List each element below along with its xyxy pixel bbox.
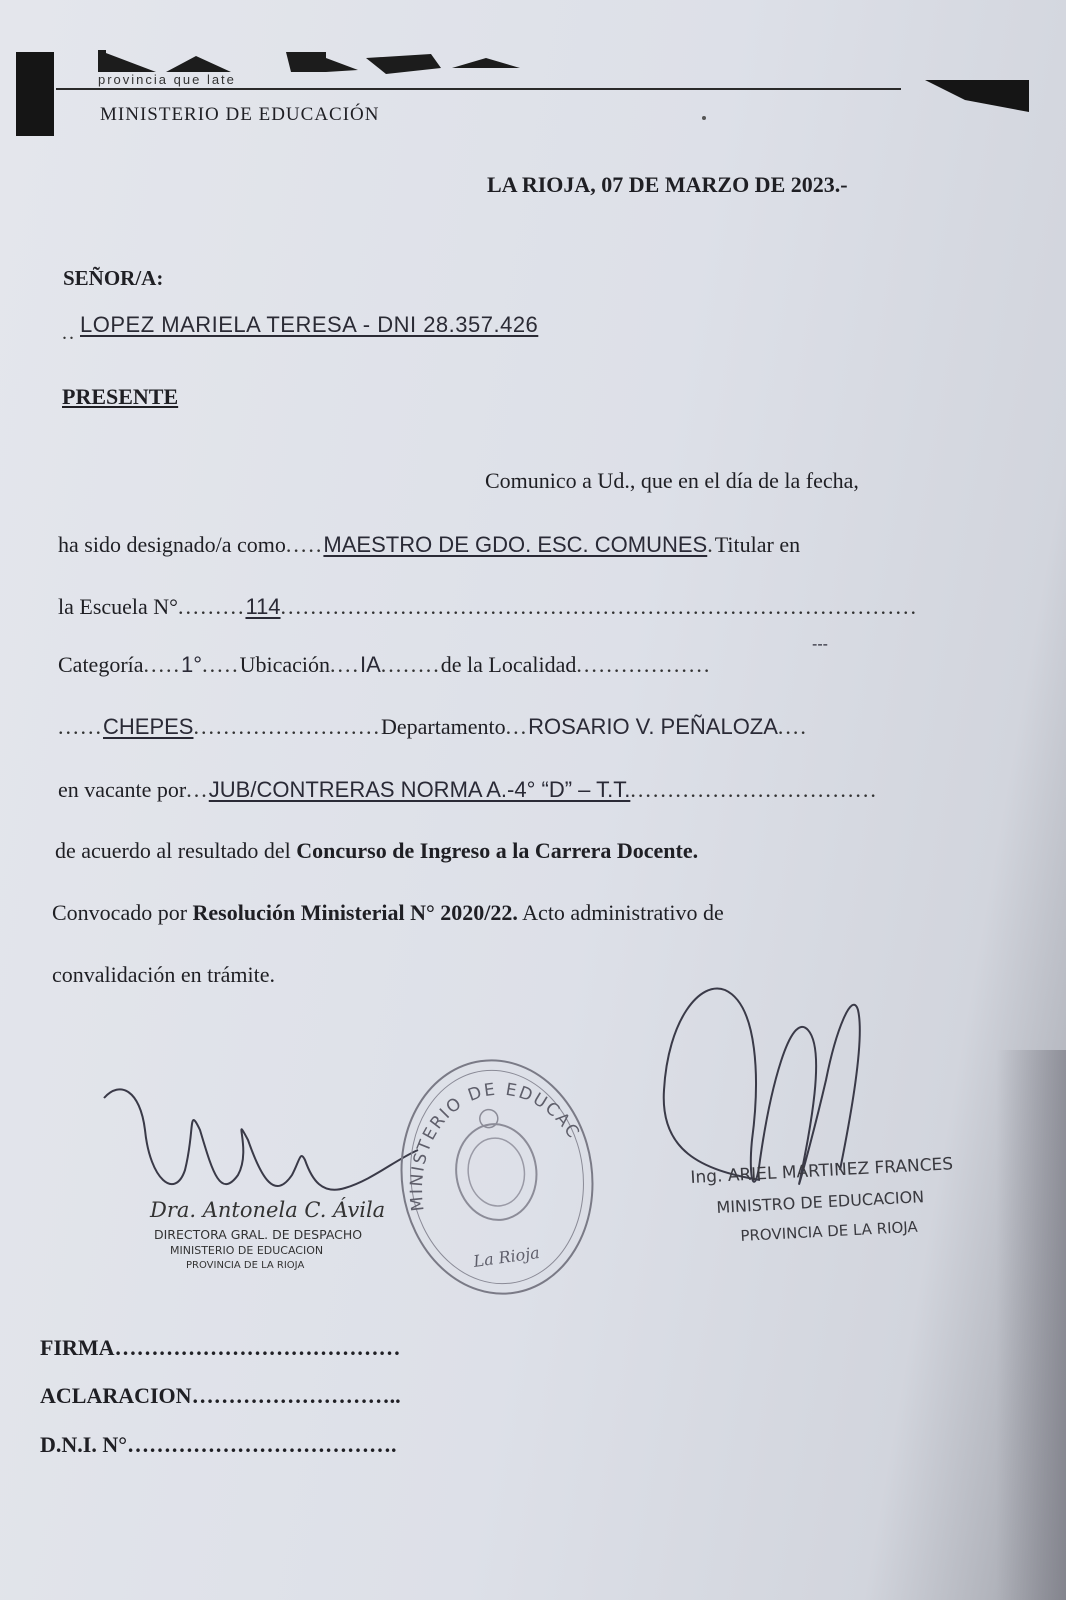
right-signatory-province: PROVINCIA DE LA RIOJA [740,1217,919,1245]
vacancy-label: en vacante por [58,777,187,802]
right-signatory-name: Ing. ARIEL MARTINEZ FRANCES [690,1154,954,1188]
left-signatory-province: PROVINCIA DE LA RIOJA [186,1260,305,1271]
paragraph-opening: Comunico a Ud., que en el día de la fecha, [485,468,859,493]
school-number: 114 [245,594,281,619]
line-school: la Escuela N°.........114..................................................................................... [58,594,919,619]
line-validation: convalidación en trámite. [52,962,275,987]
left-signature-scribble [104,1089,418,1189]
right-signatory-title: MINISTRO DE EDUCACION [716,1187,925,1217]
logo-tagline: provincia que late [98,72,236,87]
aclaracion-field: ACLARACION……………………….. [40,1383,401,1408]
left-signatory-org: MINISTERIO DE EDUCACION [170,1244,324,1257]
school-label: la Escuela N° [58,594,178,619]
contest-text: de acuerdo al resultado del [55,838,297,863]
left-signatory-title: DIRECTORA GRAL. DE DESPACHO [154,1227,363,1242]
recipient-name: LOPEZ MARIELA TERESA - DNI 28.357.426 [80,312,539,337]
department-label: Departamento [380,714,506,739]
right-signature-scribble [664,988,860,1183]
ministry-name: MINISTERIO DE EDUCACIÓN [100,104,380,125]
dni-label: D.N.I. N° [40,1432,128,1457]
firma-field: FIRMA………………………………… [40,1335,401,1360]
location-value: IA [359,652,381,677]
recipient-leader: .. [62,322,76,344]
resolution-number: Resolución Ministerial N° 2020/22. [192,900,518,925]
seal-top-text: MINISTERIO DE EDUCACIÓN [406,1079,584,1213]
department-value: ROSARIO V. PEÑALOZA [528,714,778,739]
category-value: 1° [181,652,203,677]
designation-suffix: Titular en [714,532,801,557]
left-signatory-name: Dra. Antonela C. Ávila [150,1198,386,1222]
letter-date: LA RIOJA, 07 DE MARZO DE 2023.- [487,172,848,197]
locality-value: CHEPES [103,714,194,739]
resolution-text: Convocado por [52,900,193,925]
presente-heading: PRESENTE [62,384,179,409]
line-designation: ha sido designado/a como.....MAESTRO DE GDO. ESC. COMUNES.Titular en [58,532,801,557]
firma-label: FIRMA [40,1335,115,1360]
salutation: SEÑOR/A: [63,266,164,290]
designation-value: MAESTRO DE GDO. ESC. COMUNES [323,532,708,557]
locality-dash: --- [812,636,828,653]
location-label: Ubicación [239,652,330,677]
dni-field: D.N.I. N°………………………………. [40,1432,397,1457]
line-category: Categoría.....1°.....Ubicación....IA........de la Localidad.................. [58,652,712,677]
contest-name: Concurso de Ingreso a la Carrera Docente. [296,838,699,863]
line-department: ......CHEPES.........................Departamento...ROSARIO V. PEÑALOZA.... [58,714,808,739]
line-vacancy: en vacante por...JUB/CONTRERAS NORMA A.-4° “D” – T.T.................................. [58,777,878,802]
svg-text:MINISTERIO DE EDUCACIÓN [0,0,592,1270]
locality-label: de la Localidad [440,652,577,677]
vacancy-value: JUB/CONTRERAS NORMA A.-4° “D” – T.T. [208,777,631,802]
resolution-suffix: Acto administrativo de [517,900,724,925]
aclaracion-label: ACLARACION [40,1383,192,1408]
category-label: Categoría [58,652,144,677]
designation-label: ha sido designado/a como [58,532,286,557]
seal-bottom-text: La Rioja [472,1242,541,1271]
